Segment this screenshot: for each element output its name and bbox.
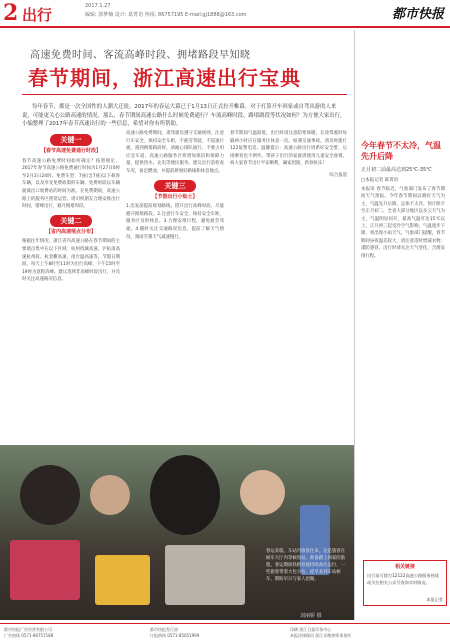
page-header [0, 0, 450, 28]
news-photo [0, 445, 355, 620]
page-footer [0, 623, 450, 641]
article-column-1 [22, 130, 120, 442]
paragraph: 高速公路免费期间，请驾驶员遵守交通规则，注意行车安全，保持安全车距，不疲劳驾驶，不超速行驶。遇到拥堵路段时，请耐心排队通行，不要占用应急车道。高速公路服务区将增加保洁和保障力量，提供热水、充电等便民服务。建议出行前检查车况，备足燃油，并提前规划好路线和休息地点。 [126, 131, 224, 174]
section-tag: 关键三 [154, 180, 196, 192]
paragraph: 春节期间气温较低，出行时请注意防寒保暖。长途驾驶时每隔两小时应在服务区休息一次。如遇交通事故，请及时拨打122报警电话。温馨提示：高速公路出行请系好安全带，后排乘客也不例外。带孩子出行的家庭请使用儿童安全座椅。祝大家春节出行平安顺利，阖家团圆，新春快乐！ [230, 131, 347, 167]
footer-info: 都市快报广告经营有限公司 广告热线 0571-86757188 [4, 627, 54, 638]
sidebar-title: 今年春节不太冷，气温先升后降 [361, 141, 441, 161]
byline: 综合报道 [329, 172, 347, 178]
paragraph: 根据往年情况，浙江省内高速公路在春节期间的主要堵点集中在以下区域：杭州绕城高速、沪杭甬高速杭州段、杭金衢高速、甬台温高速等。节假日期间，每天上午8时至11时为出行高峰，下午15时至19时为返程高峰。建议选择非高峰时段出行，并及时关注高速路况信息。 [22, 239, 120, 283]
article-title: 春节期间，浙江高速出行宝典 [28, 66, 301, 90]
section-name: 出行 [22, 6, 53, 24]
paragraph: 春节高速公路免费时间如何确定？按照规定，2017年春节高速公路免费通行时间为1月27日0时至2月2日24时。免费车型：7座(含7座)以下载客车辆，以及享受免费政策的车辆。免费时段以车辆驶离出口收费站的时间为准。在免费期间，高速公路上的服务区照常运营。请司机朋友合理安排出行时间，错峰出行，避开拥堵时段。 [22, 158, 120, 210]
editor-line: 编辑: 郭梦楠 设计: 葛菁语 热线: 86757195 E-mail:gj1888@163.com [85, 12, 247, 18]
section-heading: 【春节高速免费通行时段】 [40, 148, 101, 154]
section-tag: 关键一 [50, 134, 92, 146]
related-box-body: 出行前可拨打12122高速公路服务热线或关注相关公众号查询实时路况。 [367, 573, 439, 585]
article-column-2 [126, 130, 224, 442]
photo-caption: 春运来临，车站内旅客往来。这是旅客在候车大厅内等候进站，准备踏上回家的旅程。春运期间铁路客流持续高位运行，一些旅客带着大包小包，提早来到车站候车，期盼早日与家人团聚。 [266, 549, 346, 582]
sidebar-byline: □本报记者 葛菁语 [361, 178, 399, 183]
photo-figure [90, 475, 130, 515]
article-lead: 每年春节，都是一次全国性的人潮大迁徙。2017年的春运大幕已于1月13日正式拉开帷幕。对于打算开车回家或自驾出游的人来说，可能更关心公路高速的情况。那么，春节期间高速公路什么时候免费通行？车流高峰时段、路堵路段等状况如何？为方便大家出行，小编整理了2017年春节高速出行的一些信息，希望对你有所帮助。 [22, 104, 346, 128]
photo-credit: 刘丽娇 摄 [300, 613, 322, 619]
photo-suitcase [10, 540, 80, 600]
title-divider [22, 94, 347, 95]
sidebar-subtitle: 正月初二前最高达到25℃-35℃ [361, 167, 432, 173]
section-heading: 【节假出行小贴士】 [152, 193, 198, 200]
page-number: 2 [3, 0, 19, 26]
sidebar-article [357, 30, 447, 620]
section-tag: 关键二 [50, 215, 92, 227]
footer-info: 都市快报发行部 订报热线 0571-85051999 [150, 627, 200, 638]
sidebar-body: 本报讯 春节临近，气象部门发布了春节期间天气预报。今年春节期间以晴好天气为主，气温先升后降，总体不太冷。预计除夕至正月初二，全省大部分地区以多云天气为主，气温明显回升，最高气温可达15℃以上。正月初三起受冷空气影响，气温逐步下降，将出现小雨天气。气象部门提醒，春节期间昼夜温差较大，请注意适时增减衣物，谨防感冒。出行时请关注天气变化，合理安排行程。 [361, 187, 445, 259]
column-divider [354, 30, 355, 620]
article-column-3 [230, 130, 347, 442]
photo-figure [20, 465, 80, 525]
footer-info: 印刷 浙江日报印务中心 本报法律顾问 浙江京衡律师事务所 [290, 627, 352, 638]
photo-suitcase [165, 545, 245, 605]
masthead-logo: 都市快报 [391, 7, 444, 22]
photo-figure [150, 455, 220, 535]
photo-figure [240, 470, 285, 515]
photo-suitcase [95, 555, 150, 605]
related-box-credit: 本报记者 [426, 597, 443, 602]
related-box-title: 相关链接 [394, 564, 415, 570]
related-box [363, 560, 447, 606]
paragraph: 1.出发前提前规划路线，错开出行高峰时段，尽量避开拥堵路段。2.注意行车安全，保持安全车距，服务区及时休息。3.合理安排行程，避免疲劳驾驶。4.随时关注交通路况信息，提前了解天气情况，遇雨雪雾天气减速慢行。 [126, 204, 224, 240]
article-subtitle: 高速免费时间、客流高峰时段、拥堵路段早知晓 [30, 50, 251, 61]
section-heading: 【省内高速堵点分布】 [45, 228, 96, 235]
issue-date: 2017.1.27 [85, 3, 111, 9]
